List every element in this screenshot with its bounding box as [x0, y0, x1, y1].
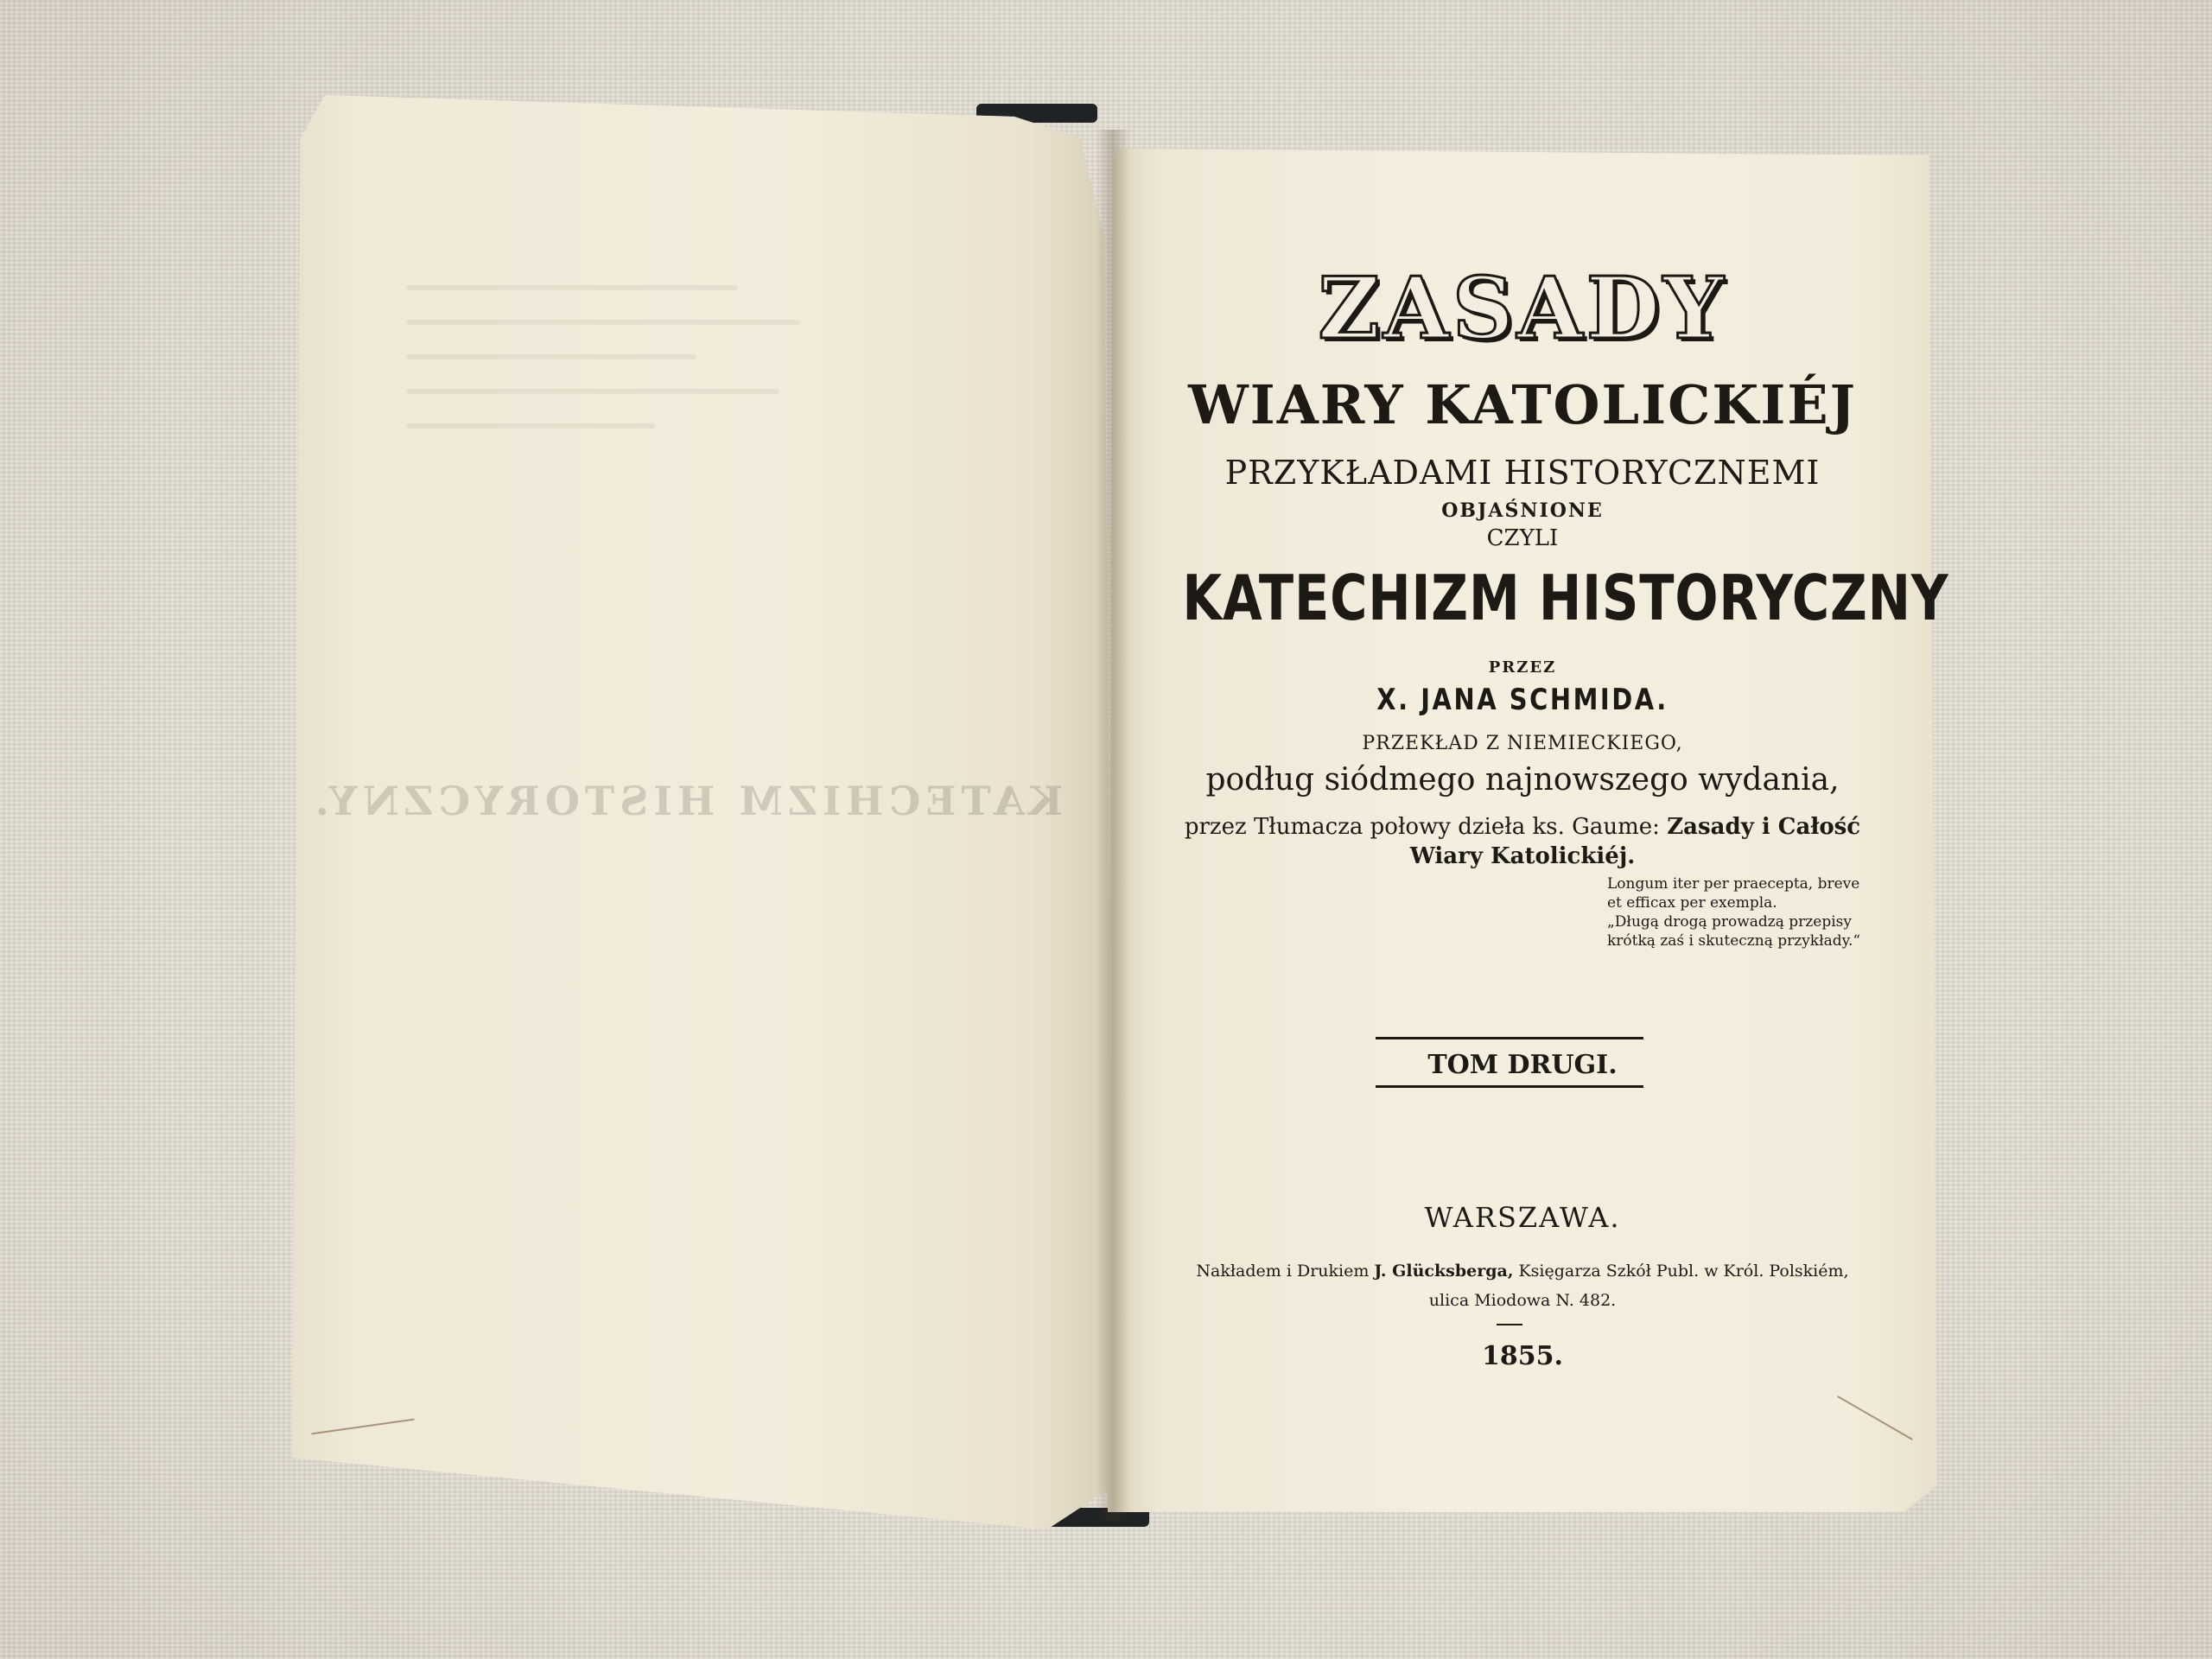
title-second: WIARY KATOLICKIÉJ — [1188, 373, 1857, 436]
publisher-line — [1108, 1262, 1937, 1281]
title-main: ZASADY — [1318, 259, 1727, 359]
ghost-lines — [406, 285, 821, 458]
publisher-prefix: Nakładem i Drukiem — [1196, 1262, 1370, 1281]
publication-year: 1855. — [1482, 1341, 1563, 1371]
motto-line: krótką zaś i skuteczną przykłady.“ — [1607, 932, 1861, 950]
volume-label: TOM DRUGI. — [1427, 1050, 1618, 1080]
author-name: X. JANA SCHMIDA. — [1376, 683, 1669, 717]
edition-note: podług siódmego najnowszego wydania, — [1205, 762, 1840, 798]
translator-work-2: Wiary Katolickiéj. — [1409, 843, 1636, 869]
title-catechism: KATECHIZM HISTORYCZNY — [1182, 562, 1949, 634]
translator-work-1: Zasady i Całość — [1667, 814, 1861, 840]
motto-line: „Długą drogą prowadzą przepisy — [1607, 913, 1852, 931]
publisher-suffix: Księgarza Szkół Publ. w Król. Polskiém, — [1518, 1262, 1849, 1281]
motto-line: et efficax per exempla. — [1607, 894, 1777, 912]
line-by: PRZEZ — [1488, 658, 1557, 677]
motto-line: Longum iter per praecepta, breve — [1607, 875, 1860, 893]
bleed-through-text: KATECHIZM HISTORYCZNY. — [309, 778, 1063, 824]
rule-top — [1376, 1037, 1643, 1039]
line-examples: PRZYKŁADAMI HISTORYCZNEMI — [1224, 454, 1821, 492]
translator-prefix: przez Tłumacza połowy dzieła ks. Gaume: — [1184, 814, 1660, 840]
translator-line — [1108, 814, 1937, 840]
city: WARSZAWA. — [1424, 1201, 1621, 1234]
short-rule — [1497, 1324, 1522, 1325]
line-or: CZYLI — [1486, 525, 1559, 551]
translation-note: PRZEKŁAD Z NIEMIECKIEGO, — [1362, 733, 1683, 754]
rule-bottom — [1376, 1085, 1643, 1088]
line-explained: OBJAŚNIONE — [1441, 499, 1604, 522]
publisher-name: J. Glücksberga, — [1374, 1262, 1514, 1281]
publisher-address: ulica Miodowa N. 482. — [1428, 1291, 1617, 1310]
